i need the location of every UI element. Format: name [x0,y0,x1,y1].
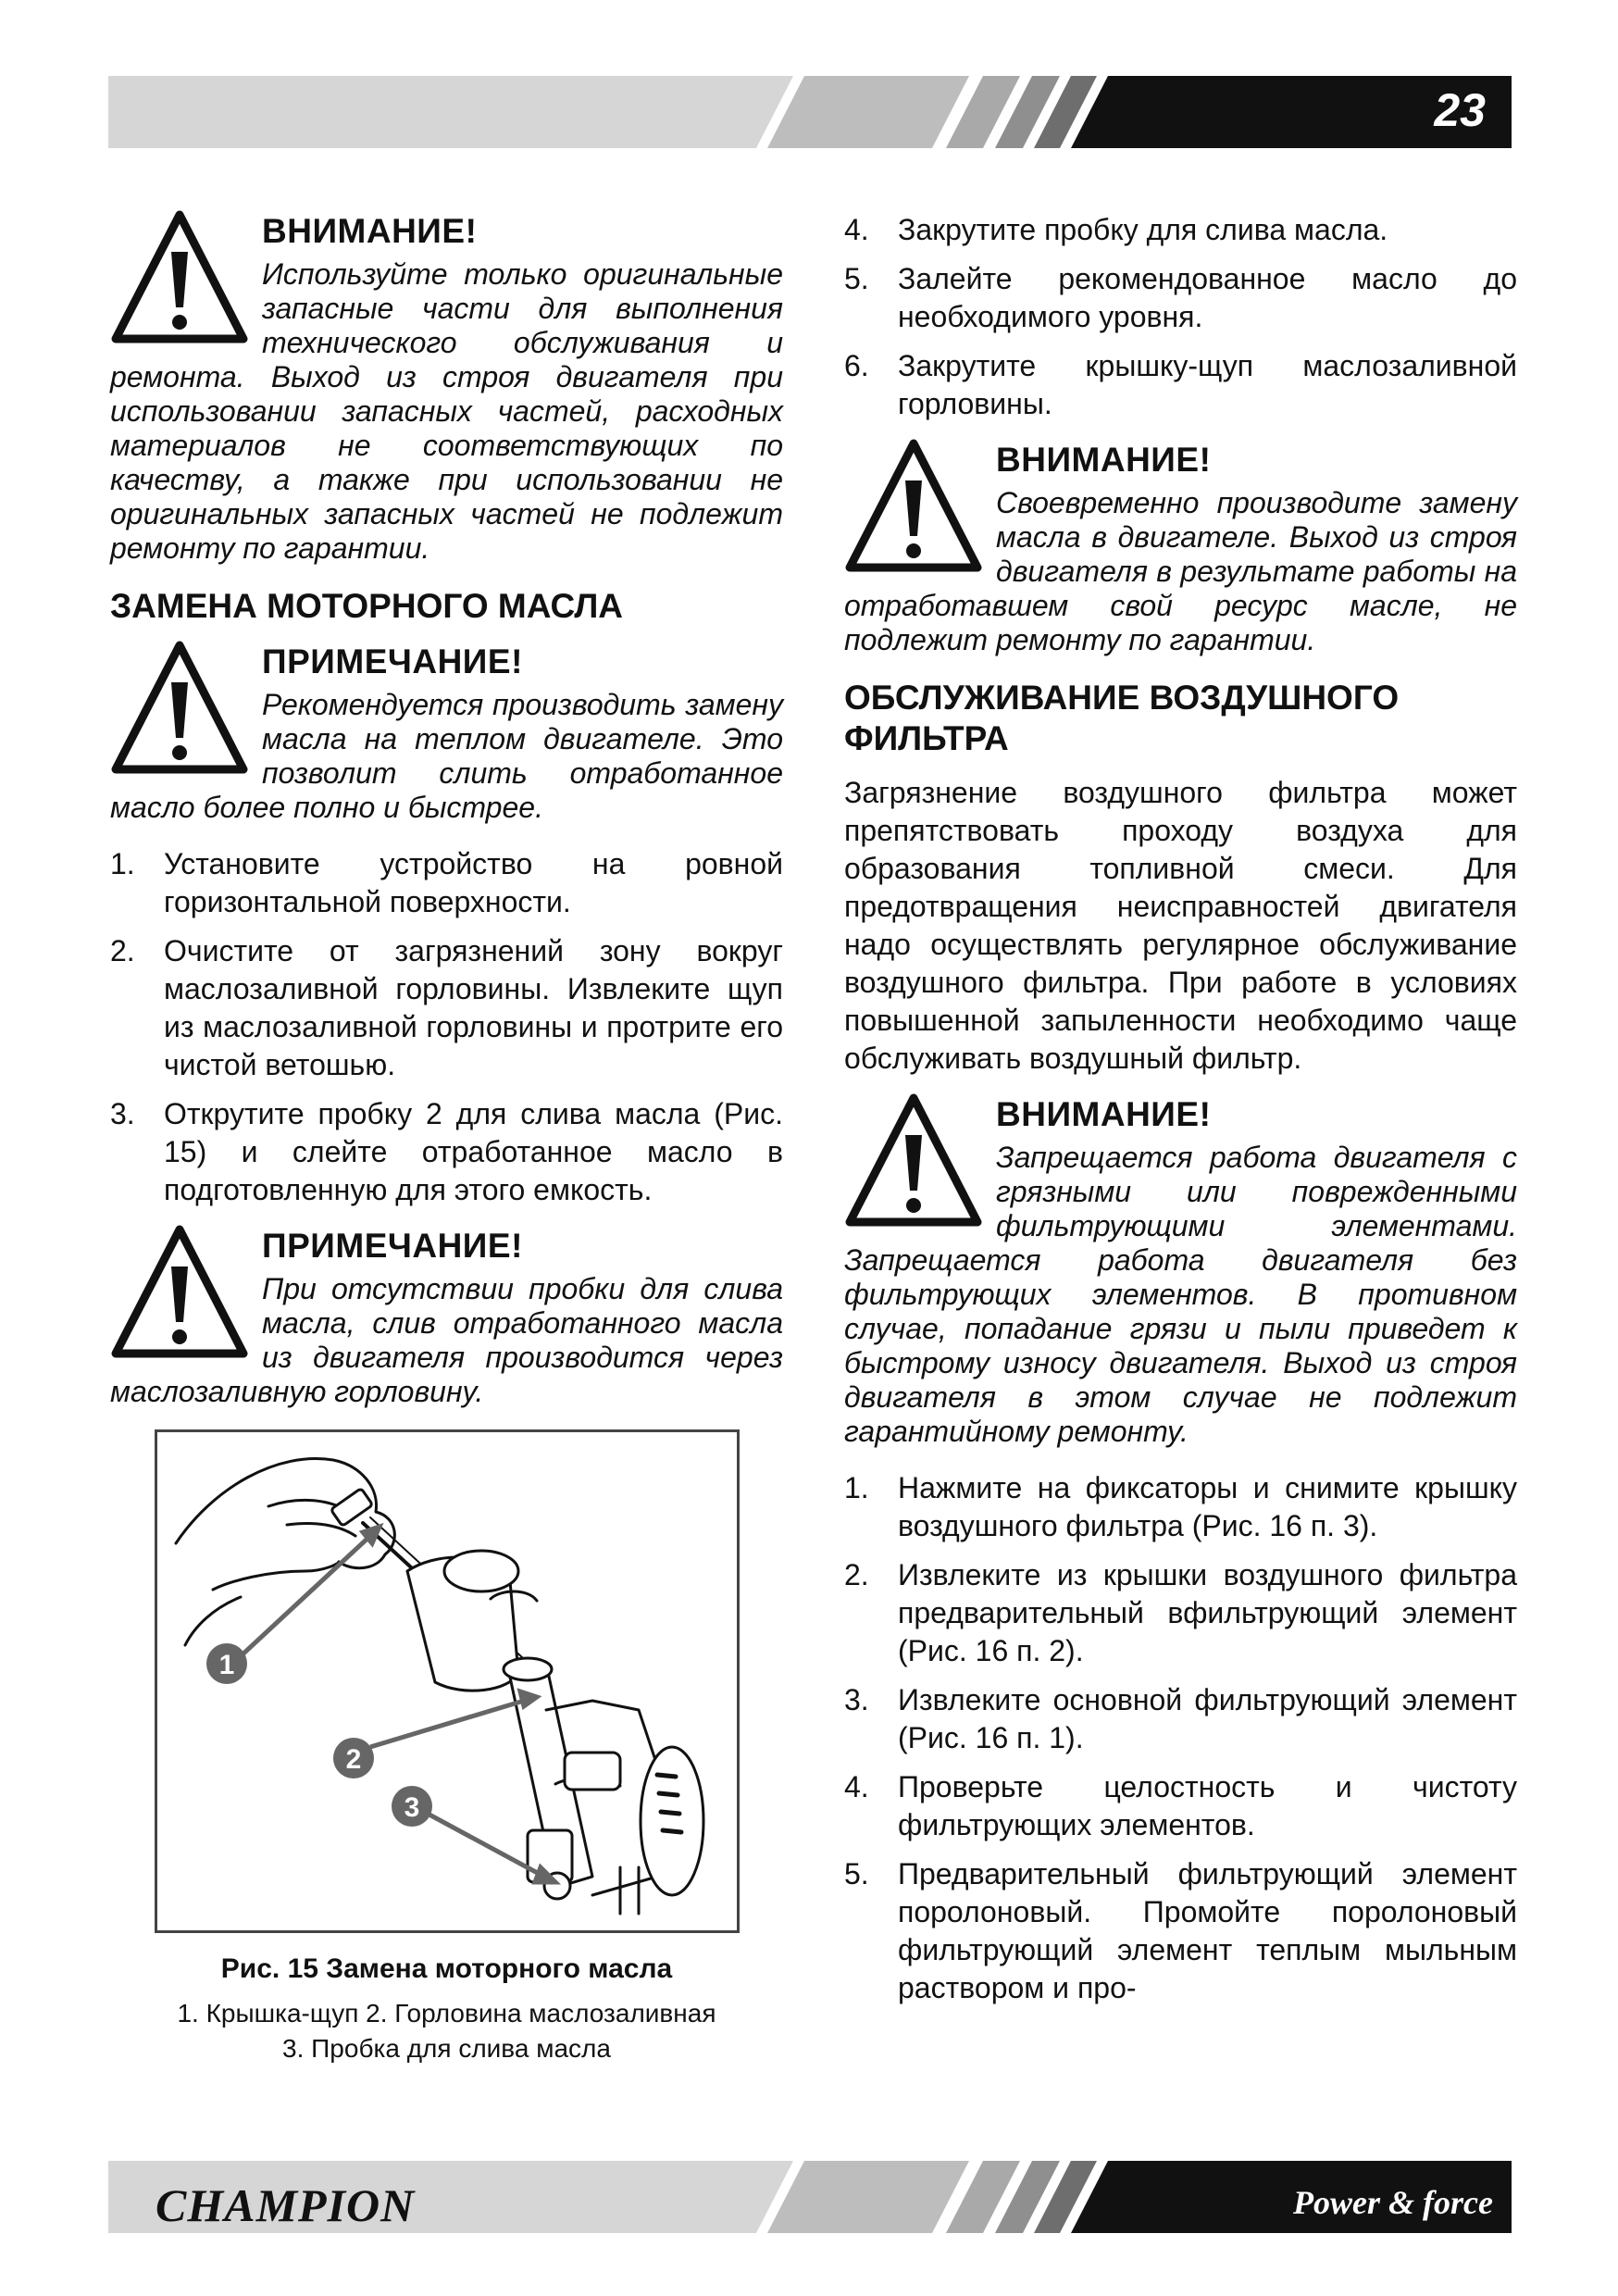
air-filter-steps [844,1469,1517,2007]
list-item [844,211,1517,249]
list-item [844,260,1517,336]
page-number: 23 [1434,84,1486,136]
list-text: Открутите пробку 2 для слива масла (Рис. 15) и слейте отработанное масло в подготовленную для этого емкость. [164,1097,783,1206]
header-band [108,76,1512,148]
list-text: Закрутите пробку для слива масла. [898,213,1388,246]
list-text: Установите устройство на ровной горизонтальной поверхности. [164,847,783,918]
note-heading: ПРИМЕЧАНИЕ! [262,1227,523,1265]
champion-logo: CHAMPION [156,2179,416,2231]
list-text: Проверьте целостность и чистоту фильтрующих элементов. [898,1770,1517,1841]
list-number: 2. [844,1558,869,1591]
list-item [844,1681,1517,1757]
figure-caption: Рис. 15 Замена моторного масла [220,1953,673,1984]
list-item [844,1768,1517,1844]
list-number: 4. [844,213,869,246]
list-number: 1. [844,1471,869,1504]
note-block-1 [110,642,783,825]
oil-change-steps-continued [844,211,1517,423]
list-item [844,1556,1517,1670]
list-number: 5. [844,262,869,295]
note-heading: ПРИМЕЧАНИЕ! [262,643,523,680]
list-item [844,1855,1517,2007]
warning-triangle-icon [844,1091,983,1229]
list-item [844,1469,1517,1545]
warning-block-1 [110,211,783,566]
list-item [844,347,1517,423]
warning-heading: ВНИМАНИЕ! [996,441,1212,479]
list-number: 3. [110,1097,135,1130]
left-column [110,211,783,2066]
list-item [110,845,783,921]
list-text: Извлеките основной фильтрующий элемент (Рис. 16 п. 1). [898,1683,1517,1754]
warning-triangle-icon [110,638,249,777]
warning-text: Используйте только оригинальные запасные части для выполнения технического обслуживания и ремонта. Выход из строя двигателя при использовании запасных частей, расходных материалов не соответствующих по качеству, а также при использовании не оригинальных запасных частей не подлежит ремонту по гарантии. [110,257,783,565]
callout-label: 3 [404,1792,419,1823]
list-number: 5. [844,1857,869,1890]
note-block-2 [110,1226,783,1409]
brand-slogan: Power & force [1293,2184,1493,2221]
warning-triangle-icon [110,207,249,346]
air-filter-paragraph: Загрязнение воздушного фильтра может препятствовать проходу воздуха для образования топливной смеси. Для предотвращения неисправностей двигателя надо осуществлять регулярное обслуживание воздушного фильтра. При работе в условиях повышенной запыленности необходимо чаще обслуживать воздушный фильтр. [844,776,1517,1075]
list-item [110,1095,783,1209]
figure-oil-change [155,1429,740,1933]
warning-text: Своевременно производите замену масла в двигателе. Выход из строя двигателя в результате работы на отработавшем свой ресурс масле, не подлежит ремонту по гарантии. [844,486,1517,656]
list-number: 1. [110,847,135,880]
warning-text: Запрещается работа двигателя с грязными или поврежденными фильтрующими элементами. Запрещается работа двигателя без фильтрующих элементов. В противном случае, попадание грязи и пыли приведет к быстрому износу двигателя. Выход из строя двигателя в этом случае не подлежит гарантийному ремонту. [844,1141,1517,1448]
warning-triangle-icon [844,436,983,575]
list-text: Очистите от загрязнений зону вокруг маслозаливной горловины. Извлеките щуп из маслозаливной горловины и протрите его чистой ветошью. [164,934,783,1081]
list-number: 3. [844,1683,869,1716]
section-title-oil-change: ЗАМЕНА МОТОРНОГО МАСЛА [110,587,624,625]
warning-heading: ВНИМАНИЕ! [262,212,478,250]
list-text: Извлеките из крышки воздушного фильтра предварительный вфильтрующий элемент (Рис. 16 п. 2). [898,1558,1517,1667]
note-text: При отсутствии пробки для слива масла, слив отработанного масла из двигателя производится через маслозаливную горловину. [110,1272,783,1408]
list-number: 2. [110,934,135,967]
warning-block-3 [844,1094,1517,1449]
callout-label: 1 [218,1650,234,1680]
header-stripe-graphic [108,76,1512,148]
warning-triangle-icon [110,1222,249,1361]
oil-change-illustration [157,1432,737,1930]
list-text: Закрутите крышку-щуп маслозаливной горловины. [898,349,1517,420]
list-text: Предварительный фильтрующий элемент поролоновый. Промойте поролоновый фильтрующий элемент теплым мыльным раствором и про- [898,1857,1517,2004]
right-column [844,211,1517,2024]
list-number: 6. [844,349,869,382]
warning-block-2 [844,440,1517,657]
figure-legend-line: 3. Пробка для слива масла [282,2034,611,2063]
oil-change-steps [110,845,783,1209]
warning-heading: ВНИМАНИЕ! [996,1095,1212,1133]
list-text: Нажмите на фиксаторы и снимите крышку воздушного фильтра (Рис. 16 п. 3). [898,1471,1517,1542]
list-item [110,932,783,1084]
list-text: Залейте рекомендованное масло до необходимого уровня. [898,262,1517,333]
callout-label: 2 [345,1744,361,1775]
section-title-air-filter: ОБСЛУЖИВАНИЕ ВОЗДУШНОГО ФИЛЬТРА [844,679,1400,757]
list-number: 4. [844,1770,869,1803]
note-text: Рекомендуется производить замену масла на теплом двигателе. Это позволит слить отработанное масло более полно и быстрее. [110,688,783,824]
figure-legend-line: 1. Крышка-щуп 2. Горловина маслозаливная [177,1999,716,2028]
